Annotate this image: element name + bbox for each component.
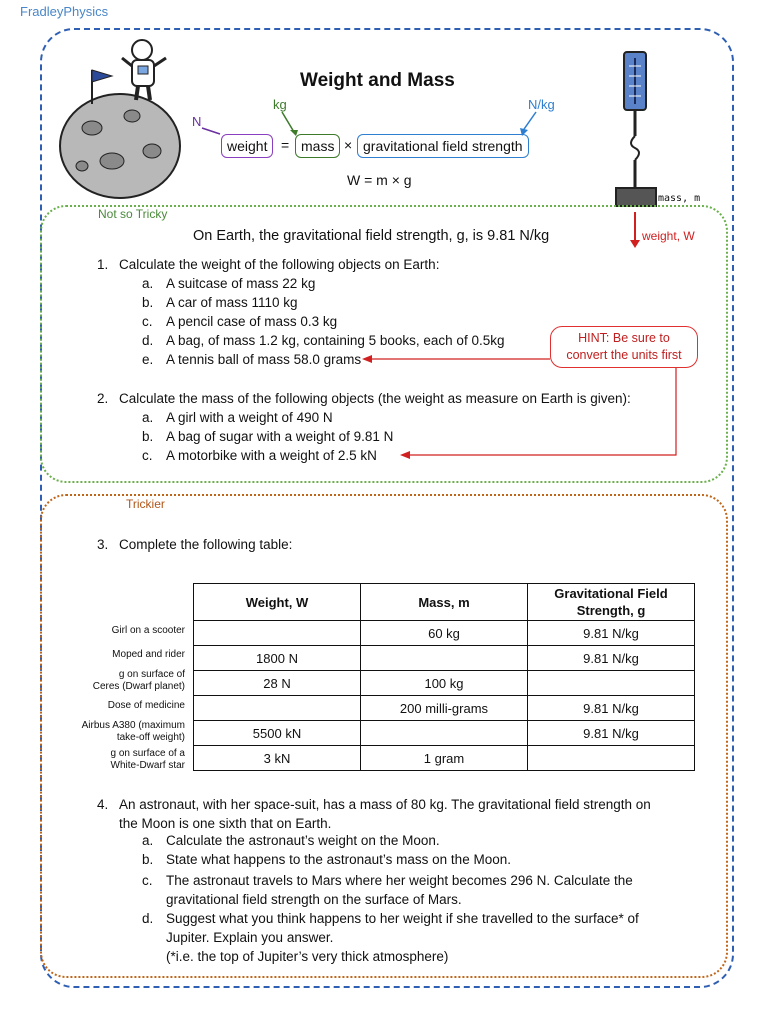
list-item: a. A girl with a weight of 490 N: [142, 410, 333, 425]
question-3: [97, 537, 292, 552]
page-title: Weight and Mass: [300, 70, 455, 91]
question-text: the Moon is one sixth that on Earth.: [119, 816, 332, 831]
equals-sign: =: [281, 137, 290, 153]
table-row: 60 kg 9.81 N/kg: [194, 621, 695, 646]
earth-g-statement: On Earth, the gravitational field strength, g, is 9.81 N/kg: [193, 228, 550, 244]
header-gfs: Gravitational Field Strength, g: [528, 584, 695, 621]
list-item: d. A bag, of mass 1.2 kg, containing 5 books, each of 0.5kg: [142, 333, 505, 348]
list-item: e. A tennis ball of mass 58.0 grams: [142, 352, 362, 367]
question-number: 2.: [97, 391, 109, 406]
mass-label: mass, m: [658, 193, 701, 204]
row-label: Girl on a scooter: [111, 625, 185, 636]
list-item: d. Suggest what you think happens to her weight if she travelled to the surface* of Jupiter. Explain you answer. (*i.e. the top of Jupiter’s very thick atmosphere): [142, 911, 639, 964]
formula: W = m × g: [347, 172, 412, 188]
table-row: 1800 N 9.81 N/kg: [194, 646, 695, 671]
equation-weight-box: weight: [221, 134, 273, 158]
question-number: 3.: [97, 537, 109, 552]
list-item: c. The astronaut travels to Mars where her weight becomes 296 N. Calculate the gravitational field strength on the surface of Mars.: [142, 873, 633, 907]
equation-gfs-box: gravitational field strength: [357, 134, 529, 158]
question-number: 1.: [97, 257, 109, 272]
table-row: 3 kN 1 gram: [194, 746, 695, 771]
hint-line-2: convert the units first: [566, 348, 682, 362]
weight-label: weight, W: [642, 229, 695, 243]
question-text: Calculate the mass of the following objects (the weight as measure on Earth is given):: [119, 391, 631, 406]
table-row: 28 N 100 kg: [194, 671, 695, 696]
unit-gfs: N/kg: [528, 97, 555, 112]
list-item: a. A suitcase of mass 22 kg: [142, 276, 316, 291]
list-item: b. A car of mass 1110 kg: [142, 295, 298, 310]
section-label: Not so Tricky: [98, 207, 168, 221]
equation-mass-box: mass: [295, 134, 340, 158]
question-4: [97, 795, 651, 833]
question-text: Calculate the weight of the following objects on Earth:: [119, 257, 440, 272]
row-label: Dose of medicine: [107, 700, 185, 711]
header-weight: Weight, W: [194, 584, 361, 621]
hint-callout: [550, 326, 698, 368]
row-label: Moped and rider: [112, 649, 185, 660]
header-mass: Mass, m: [361, 584, 528, 621]
question-2: [97, 391, 631, 406]
list-item: c. A motorbike with a weight of 2.5 kN: [142, 448, 377, 463]
table-header-row: [194, 584, 695, 621]
row-label: Airbus A380 (maximum take-off weight): [81, 720, 185, 743]
hint-line-1: HINT: Be sure to: [578, 331, 670, 345]
question-text: An astronaut, with her space-suit, has a mass of 80 kg. The gravitational field strength on: [119, 797, 651, 812]
section-label: Trickier: [126, 497, 165, 511]
data-table: [193, 583, 695, 771]
question-text: Complete the following table:: [119, 537, 293, 552]
list-item: b. A bag of sugar with a weight of 9.81 N: [142, 429, 394, 444]
list-item: a. Calculate the astronaut’s weight on the Moon.: [142, 833, 440, 848]
row-label: g on surface of Ceres (Dwarf planet): [92, 669, 185, 692]
list-item: c. A pencil case of mass 0.3 kg: [142, 314, 338, 329]
unit-mass: kg: [273, 97, 287, 112]
table-row: 5500 kN 9.81 N/kg: [194, 721, 695, 746]
brand-name: FradleyPhysics: [20, 4, 109, 19]
times-sign: ×: [344, 137, 353, 153]
list-item: b. State what happens to the astronaut’s mass on the Moon.: [142, 852, 511, 867]
question-number: 4.: [97, 797, 109, 812]
unit-weight: N: [192, 114, 202, 129]
row-label: g on surface of a White-Dwarf star: [110, 748, 185, 771]
table-row: 200 milli-grams 9.81 N/kg: [194, 696, 695, 721]
